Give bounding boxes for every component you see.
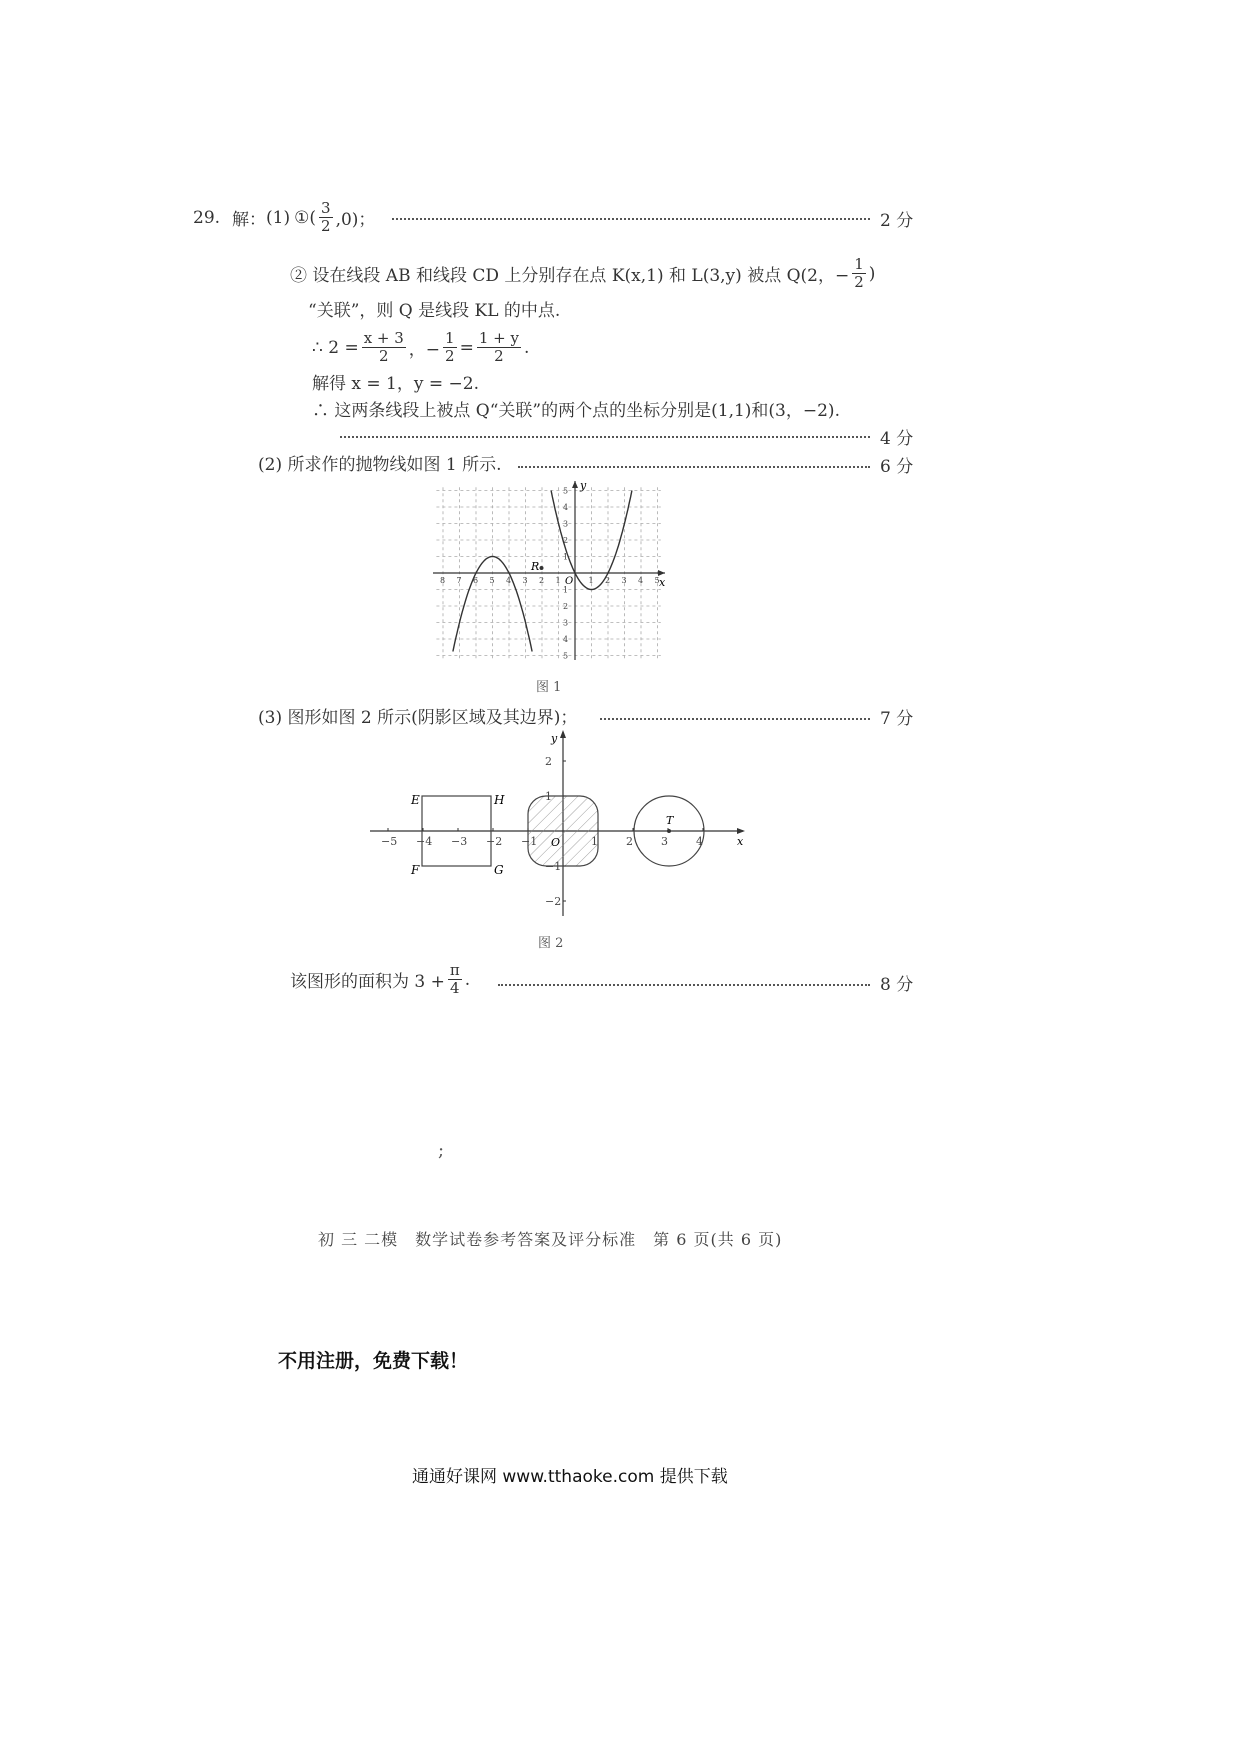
frac-numerator: π: [449, 961, 460, 979]
fig2-x-tick-label: 4: [696, 835, 703, 848]
area-end: .: [464, 969, 471, 990]
fig2-label-h: H: [494, 793, 505, 807]
score-leader-5: [498, 984, 870, 986]
fig2-x-tick-label: 2: [626, 835, 633, 848]
area-fraction: [448, 962, 462, 997]
score-leader-3: [518, 466, 870, 468]
score-2: 4 分: [880, 429, 914, 449]
sub1-tail: ,0)；: [335, 210, 376, 230]
fig1-origin: O: [565, 576, 574, 587]
frac-denominator: 2: [854, 273, 864, 291]
figure-2-caption: 图 2: [538, 936, 564, 951]
fig1-x-tick-label: 3: [621, 576, 627, 585]
fig1-x-tick-label: 4: [638, 576, 644, 585]
eq-fraction-3: [477, 330, 521, 365]
frac-denominator: 2: [321, 217, 331, 235]
stray-mark: ;: [438, 1140, 445, 1161]
fig1-y-arrow: [572, 481, 578, 488]
solve-line: 解得 x = 1，y = −2.: [312, 374, 479, 394]
score-leader-4: [600, 718, 870, 720]
fig1-y-tick-label: 1: [563, 552, 569, 562]
part3-text: (3) 图形如图 2 所示(阴影区域及其边界)；: [258, 708, 578, 728]
frac-denominator: 4: [450, 979, 460, 997]
fig1-point-r: [540, 566, 544, 570]
fig2-shaded-region: [528, 796, 598, 866]
eq-end: .: [523, 337, 530, 358]
part2-text: (2) 所求作的抛物线如图 1 所示.: [258, 455, 502, 475]
fig1-x-tick-label: 5: [489, 576, 495, 585]
part1-label: (1): [266, 207, 291, 228]
frac-numerator: 3: [321, 199, 331, 217]
fig1-x-tick-label: 3: [522, 576, 528, 585]
fig2-x-label: x: [737, 835, 744, 848]
fig2-y-tick-label: −1: [545, 860, 562, 873]
fig2-x-tick-label: −3: [451, 835, 468, 848]
promo-text: 不用注册，免费下载！: [278, 1350, 469, 1372]
score-3: 6 分: [880, 457, 914, 477]
fig1-y-label: y: [580, 479, 587, 492]
fig2-x-tick-label: −4: [416, 835, 433, 848]
fig1-y-tick-label: 4: [563, 635, 569, 644]
sub2-intro: ② 设在线段 AB 和线段 CD 上分别存在点 K(x,1) 和 L(3,y) 被点 Q(2，−: [290, 266, 850, 286]
frac-denominator: 2: [494, 347, 504, 365]
fig1-y-tick-label: 2: [563, 536, 569, 545]
fig2-x-tick-label: −1: [521, 835, 538, 848]
fig2-y-tick-label: 2: [545, 755, 552, 768]
score-4: 7 分: [880, 709, 914, 729]
fig1-point-r-label: R: [531, 560, 540, 573]
fig1-y-tick-label: 5: [563, 486, 569, 496]
sub1-marker: ①(: [294, 207, 317, 228]
fig1-x-tick-label: 8: [440, 576, 446, 585]
fig1-y-tick-label: 1: [563, 585, 569, 595]
fig2-y-arrow: [560, 730, 566, 738]
fig2-y-label: y: [551, 732, 558, 745]
frac-numerator: 1: [445, 329, 455, 347]
fig1-x-tick-label: 5: [654, 576, 660, 585]
q29-part1-line: [193, 200, 375, 235]
frac-denominator: 2: [445, 347, 455, 365]
fig1-y-tick-label: 5: [563, 651, 569, 661]
fig2-origin: O: [551, 836, 561, 849]
eq-mid: ，−: [408, 340, 441, 360]
area-line: [290, 962, 470, 997]
site-credit: 通通好课网 www.tthaoke.com 提供下载: [412, 1467, 728, 1487]
frac-denominator: 2: [378, 347, 389, 365]
score-1: 2 分: [880, 211, 914, 231]
fig1-x-tick-label: 2: [605, 576, 611, 585]
fig2-label-t: T: [666, 814, 674, 827]
fig2-y-tick-label: 1: [545, 790, 552, 803]
sub2-close: ): [868, 263, 876, 284]
sub1-fraction: [319, 200, 333, 235]
frac-numerator: 1: [854, 255, 864, 273]
figure-1-caption: 图 1: [536, 680, 562, 695]
therefore-line: ∴ 这两条线段上被点 Q“关联”的两个点的坐标分别是(1,1)和(3，−2).: [312, 401, 840, 421]
eq-fraction-2: [443, 330, 457, 365]
question-number: 29.: [193, 207, 221, 228]
fig2-x-arrow: [737, 828, 745, 834]
fig2-x-tick-label: −2: [486, 835, 503, 848]
fig1-x-tick-label: 2: [539, 576, 545, 585]
fig2-label-e: E: [411, 793, 420, 807]
fig1-x-label: x: [659, 576, 666, 589]
sub2-line2: “关联”，则 Q 是线段 KL 的中点.: [308, 301, 561, 321]
fig1-x-tick-label: 1: [555, 576, 561, 585]
equation-line: [312, 330, 529, 365]
sub2-intro-line: [290, 256, 875, 291]
fig2-x-tick-label: 3: [661, 835, 668, 848]
fig1-y-tick-label: 3: [563, 519, 569, 529]
eq-prefix: ∴ 2 =: [312, 337, 359, 358]
page-footer: 初 三 二模 数学试卷参考答案及评分标准 第 6 页(共 6 页): [318, 1230, 783, 1249]
fig1-x-tick-label: 7: [456, 576, 462, 585]
fig1-y-tick-label: 2: [563, 602, 569, 611]
score-5: 8 分: [880, 975, 914, 995]
fig1-y-tick-label: 3: [563, 618, 569, 628]
area-prefix: 该图形的面积为 3 +: [290, 972, 445, 992]
fig2-y-tick-label: −2: [545, 895, 562, 908]
frac-numerator: x + 3: [363, 329, 404, 347]
eq-fraction-1: [362, 330, 406, 365]
fig1-x-tick-label: 4: [506, 576, 512, 585]
frac-numerator: 1 + y: [478, 329, 519, 347]
fig1-x-tick-label: 1: [588, 576, 594, 585]
fig2-x-tick-label: 1: [591, 835, 598, 848]
score-leader-1: [392, 218, 870, 220]
eq-equals: =: [459, 337, 474, 358]
fig2-x-tick-label: −5: [381, 835, 398, 848]
sub2-fraction: [852, 256, 866, 291]
figure-1-parabolas: [425, 478, 675, 663]
fig1-y-tick-label: 4: [563, 503, 569, 512]
solution-label: 解：: [232, 210, 267, 230]
fig2-label-g: G: [494, 863, 504, 877]
score-leader-2: [340, 436, 870, 438]
fig2-label-f: F: [411, 863, 420, 877]
figure-2-regions: [365, 726, 755, 922]
fig1-x-tick-label: 6: [473, 576, 479, 585]
